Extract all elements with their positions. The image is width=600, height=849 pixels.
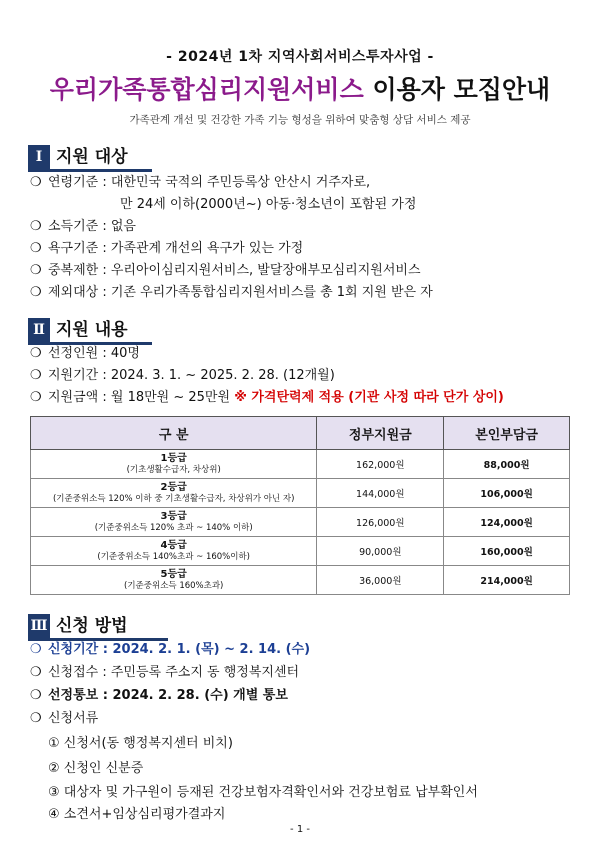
- col-header-self: 본인부담금: [444, 417, 570, 450]
- item-text: 제외대상 : 기존 우리가족통합심리지원서비스를 총 1회 지원 받은 자: [48, 285, 433, 300]
- list-item: [30, 687, 288, 705]
- grade-name: 2등급: [160, 481, 187, 493]
- section-number: Ⅰ: [28, 145, 50, 169]
- item-text: 연령기준 : 대한민국 국적의 주민등록상 안산시 거주자로,: [48, 175, 371, 190]
- grade-name: 1등급: [160, 452, 187, 464]
- subtitle: - 2024년 1차 지역사회서비스투자사업 -: [166, 49, 434, 65]
- document-item: ② 신청인 신분증: [48, 761, 144, 776]
- bullet-icon: ❍: [30, 219, 42, 234]
- list-item: [30, 262, 421, 280]
- section-number: Ⅲ: [28, 614, 50, 638]
- table-row: [31, 450, 570, 479]
- table-row: [31, 508, 570, 537]
- gov-cell: 144,000원: [317, 479, 444, 508]
- self-cell: 88,000원: [444, 450, 570, 479]
- page-number: - 1 -: [290, 824, 310, 835]
- col-header-category: 구 분: [31, 417, 317, 450]
- grade-desc: (기준중위소득 140%초과 ~ 160%이하): [97, 551, 250, 562]
- item-text: 소득기준 : 없음: [48, 219, 136, 234]
- item-text: 선정통보 : 2024. 2. 28. (수) 개별 통보: [48, 688, 288, 703]
- grade-desc: (기준중위소득 160%초과): [124, 580, 224, 591]
- grade-desc: (기준중위소득 120% 초과 ~ 140% 이하): [94, 522, 253, 533]
- bullet-icon: ❍: [30, 368, 42, 383]
- grade-cell: [31, 566, 317, 595]
- list-item: [30, 664, 299, 682]
- section-title: 신청 방법: [56, 616, 128, 636]
- list-item: [30, 710, 98, 728]
- document-item: ③ 대상자 및 가구원이 등재된 건강보험자격확인서와 건강보험료 납부확인서: [48, 785, 478, 800]
- gov-cell: 126,000원: [317, 508, 444, 537]
- bullet-icon: ❍: [30, 263, 42, 278]
- section-title: 지원 내용: [56, 320, 128, 340]
- item-text: 선정인원 : 40명: [48, 346, 140, 361]
- bullet-icon: ❍: [30, 346, 42, 361]
- price-note: ※ 가격탄력제 적용 (기관 사정 따라 단가 상이): [234, 390, 504, 405]
- document-item: ① 신청서(동 행정복지센터 비치): [48, 736, 233, 751]
- bullet-icon: ❍: [30, 241, 42, 256]
- item-text: 신청접수 : 주민등록 주소지 동 행정복지센터: [48, 665, 300, 680]
- bullet-icon: ❍: [30, 711, 42, 726]
- item-text: 지원금액 : 월 18만원 ~ 25만원: [48, 390, 235, 405]
- section-underline: [28, 169, 152, 172]
- self-cell: 160,000원: [444, 537, 570, 566]
- table-row: [31, 537, 570, 566]
- grade-name: 5등급: [160, 568, 187, 580]
- table-header-row: [31, 417, 570, 450]
- fee-table: [30, 416, 570, 595]
- gov-cell: 36,000원: [317, 566, 444, 595]
- list-item: [30, 367, 335, 385]
- list-item: [30, 174, 370, 192]
- section-number: Ⅱ: [28, 318, 50, 342]
- section-title: 지원 대상: [56, 147, 128, 167]
- item-text: 신청서류: [48, 711, 99, 726]
- self-cell: 106,000원: [444, 479, 570, 508]
- gov-cell: 90,000원: [317, 537, 444, 566]
- item-text: 신청기간 : 2024. 2. 1. (목) ~ 2. 14. (수): [48, 642, 311, 657]
- bullet-icon: ❍: [30, 688, 42, 703]
- bullet-icon: ❍: [30, 642, 42, 657]
- document-item: ④ 소견서+임상심리평가결과지: [48, 807, 226, 822]
- list-item: [30, 389, 504, 407]
- grade-cell: [31, 450, 317, 479]
- list-item: [30, 240, 303, 258]
- item-text: 중복제한 : 우리아이심리지원서비스, 발달장애부모심리지원서비스: [48, 263, 421, 278]
- bullet-icon: ❍: [30, 285, 42, 300]
- grade-cell: [31, 508, 317, 537]
- grade-name: 3등급: [160, 510, 187, 522]
- list-item: [30, 345, 140, 363]
- item-text: 지원기간 : 2024. 3. 1. ~ 2025. 2. 28. (12개월): [48, 368, 335, 383]
- self-cell: 214,000원: [444, 566, 570, 595]
- title-rest: 이용자 모집안내: [363, 75, 551, 104]
- page-title: [0, 70, 600, 106]
- grade-cell: [31, 537, 317, 566]
- grade-desc: (기준중위소득 120% 이하 중 기초생활수급자, 차상위가 아닌 자): [52, 493, 295, 504]
- grade-name: 4등급: [160, 539, 187, 551]
- table-row: [31, 479, 570, 508]
- list-item: [30, 218, 136, 236]
- bullet-icon: ❍: [30, 175, 42, 190]
- item-text: 욕구기준 : 가족관계 개선의 욕구가 있는 가정: [48, 241, 304, 256]
- description: 가족관계 개선 및 건강한 가족 기능 형성을 위하여 맞춤형 상담 서비스 제공: [129, 114, 471, 126]
- table-row: [31, 566, 570, 595]
- bullet-icon: ❍: [30, 390, 42, 405]
- list-item: 만 24세 이하(2000년~) 아동·청소년이 포함된 가정: [120, 197, 417, 212]
- grade-cell: [31, 479, 317, 508]
- bullet-icon: ❍: [30, 665, 42, 680]
- gov-cell: 162,000원: [317, 450, 444, 479]
- col-header-gov: 정부지원금: [317, 417, 444, 450]
- list-item: [30, 641, 310, 659]
- title-highlight: 우리가족통합심리지원서비스: [49, 75, 364, 104]
- grade-desc: (기초생활수급자, 차상위): [126, 464, 221, 475]
- self-cell: 124,000원: [444, 508, 570, 537]
- list-item: [30, 284, 433, 302]
